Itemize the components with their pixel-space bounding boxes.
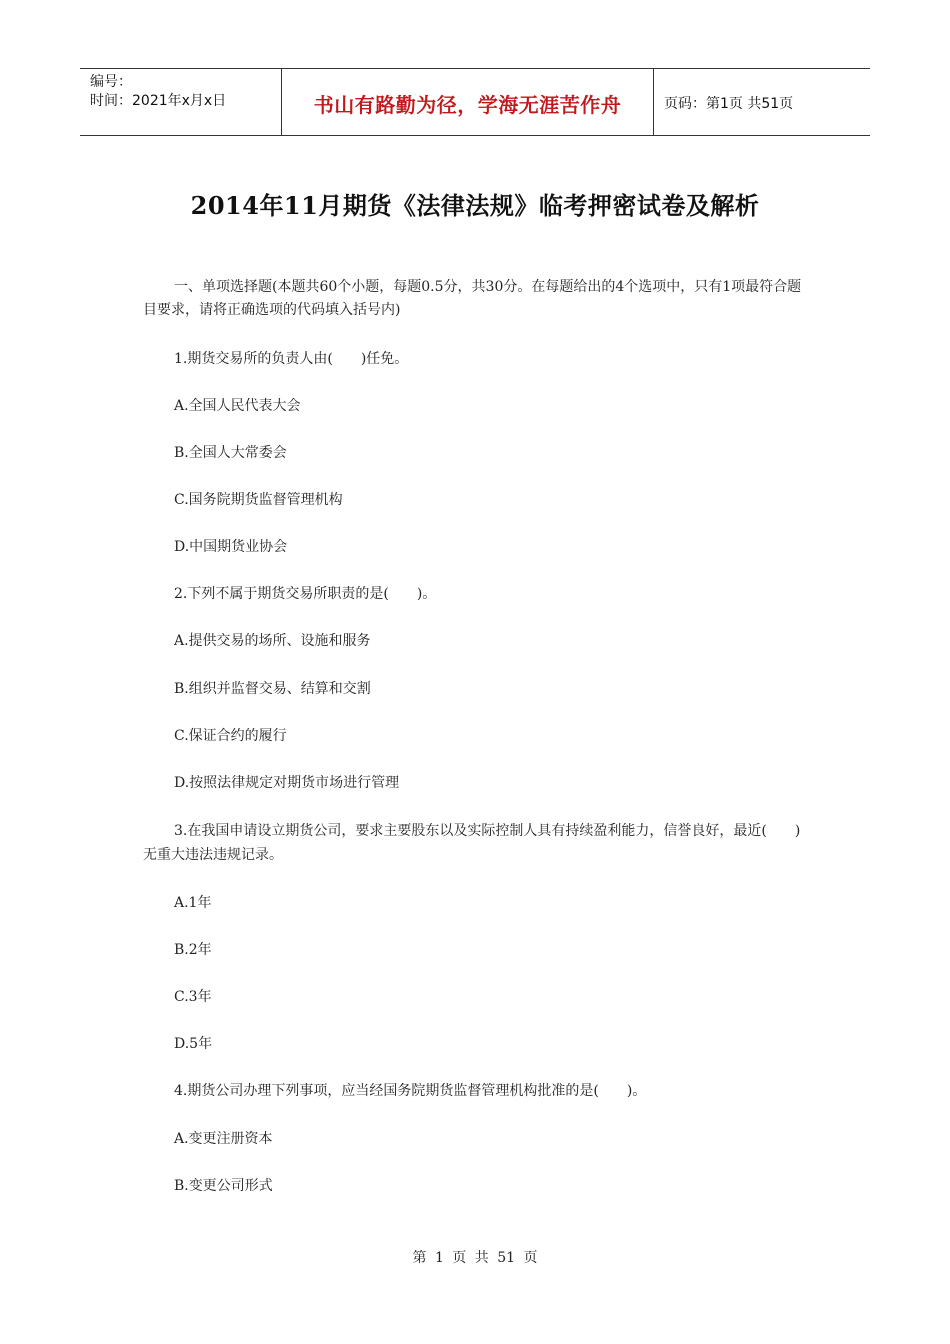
header-motto: 书山有路勤为径，学海无涯苦作舟	[282, 69, 654, 135]
question-2-option-a: A.提供交易的场所、设施和服务	[174, 633, 371, 649]
section-intro	[143, 276, 803, 322]
question-4-stem: 4.期货公司办理下列事项，应当经国务院期货监督管理机构批准的是( )。	[174, 1083, 647, 1099]
question-1-stem: 1.期货交易所的负责人由( )任免。	[174, 351, 409, 367]
question-3-option-c: C.3年	[174, 989, 212, 1005]
document-header	[80, 68, 870, 136]
question-1-option-b: B.全国人大常委会	[174, 445, 287, 461]
question-3-option-d: D.5年	[174, 1036, 213, 1052]
header-page-info: 页码：第1页 共51页	[664, 96, 794, 112]
question-2-option-b: B.组织并监督交易、结算和交割	[174, 681, 371, 697]
question-4-option-b: B.变更公司形式	[174, 1178, 273, 1194]
question-2-option-c: C.保证合约的履行	[174, 728, 287, 744]
question-2-stem: 2.下列不属于期货交易所职责的是( )。	[174, 586, 437, 602]
header-meta	[80, 69, 282, 135]
page-footer: 第 1 页 共 51 页	[412, 1250, 538, 1266]
document-title: 2014年11月期货《法律法规》临考押密试卷及解析	[190, 191, 760, 220]
question-2-option-d: D.按照法律规定对期货市场进行管理	[174, 775, 400, 791]
question-4-option-a: A.变更注册资本	[174, 1131, 273, 1147]
question-3-option-a: A.1年	[174, 895, 212, 911]
question-1-option-d: D.中国期货业协会	[174, 539, 288, 555]
question-1-option-c: C.国务院期货监督管理机构	[174, 492, 343, 508]
question-3-stem: 3.在我国申请设立期货公司，要求主要股东以及实际控制人具有持续盈利能力，信誉良好，最近( )无重大违法违规记录。	[143, 823, 801, 863]
question-3-option-b: B.2年	[174, 942, 212, 958]
document-number-label: 编号：	[90, 74, 132, 90]
question-1-option-a: A.全国人民代表大会	[174, 398, 301, 414]
section-intro-text: 一、单项选择题(本题共60个小题，每题0.5分，共30分。在每题给出的4个选项中，只有1项最符合题目要求，请将正确选项的代码填入括号内)	[143, 279, 802, 318]
document-time-label: 时间：2021年x月x日	[90, 93, 227, 109]
